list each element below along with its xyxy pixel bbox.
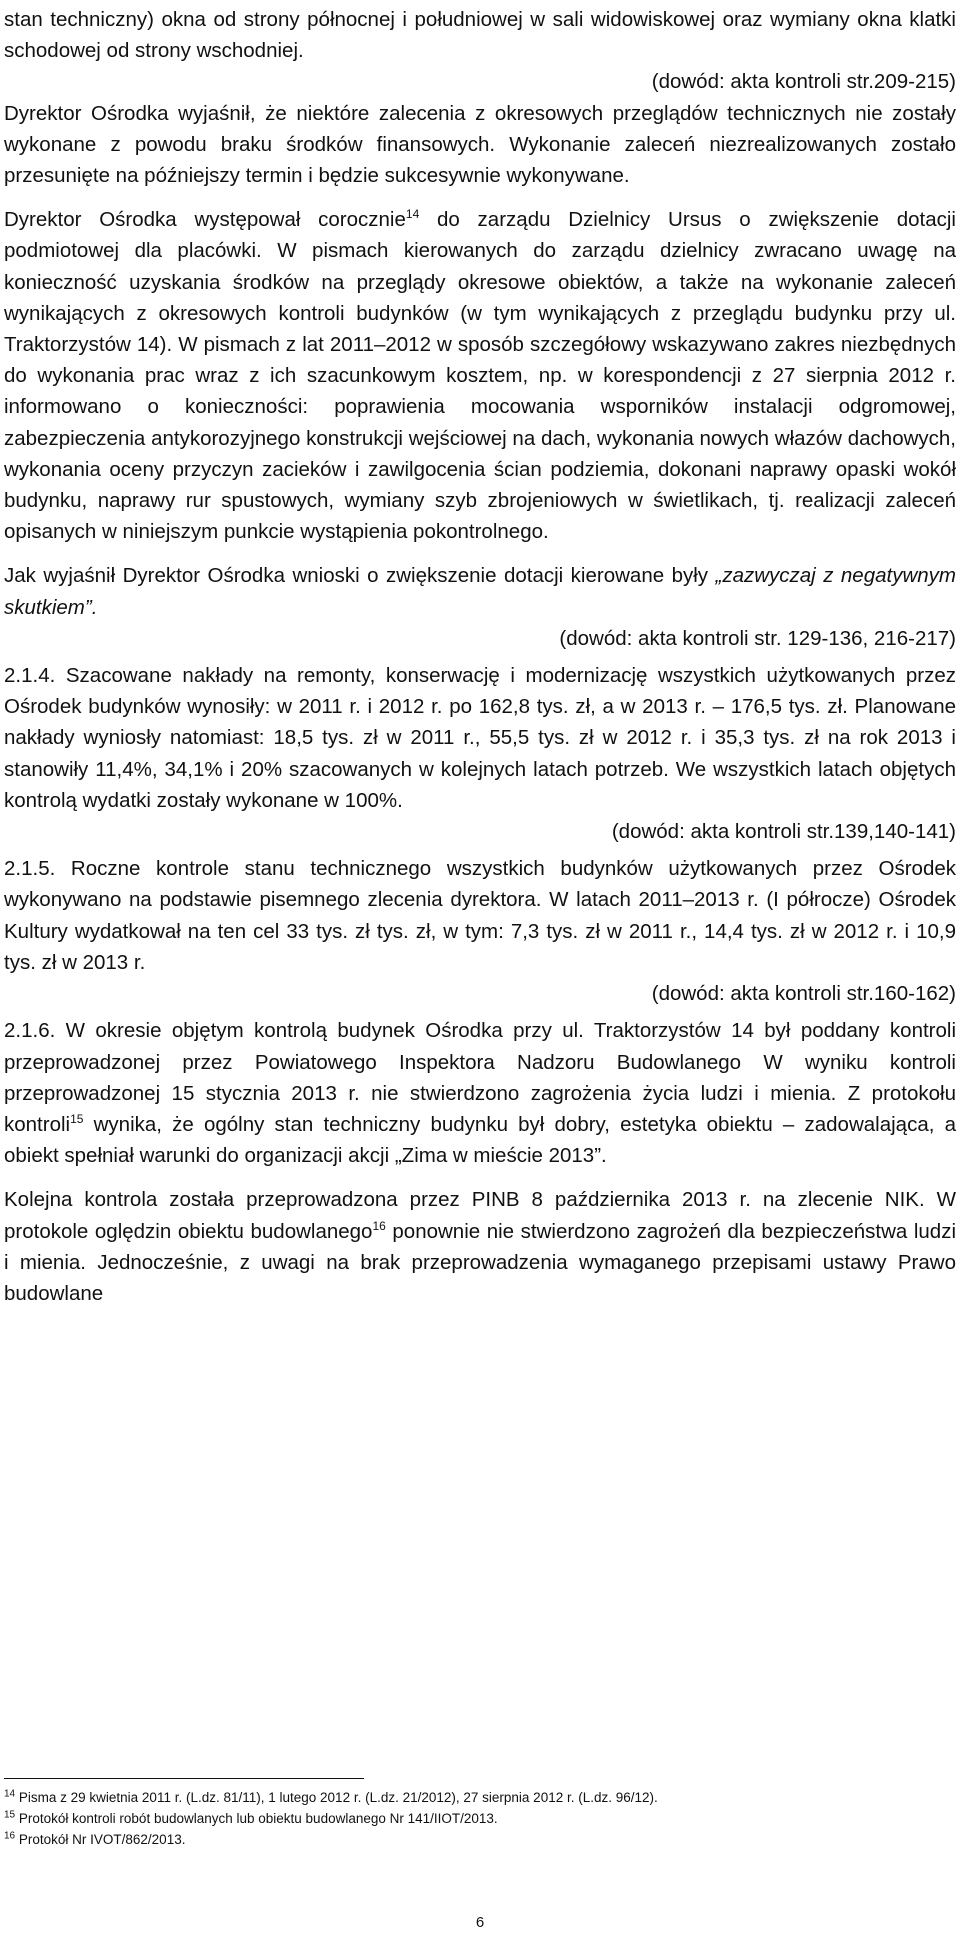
- evidence-reference: (dowód: akta kontroli str.209-215): [651, 70, 956, 94]
- paragraph-negative-outcome: [4, 560, 956, 622]
- text-span: 2.1.6. W okresie objętym kontrolą budynek Ośrodka przy ul. Traktorzystów 14 był poddany kontroli przeprowadzonej przez Powiatowego Inspektora Nadzoru Budowlanego W wyniku kontroli przeprowadzonej 15 stycznia 2013 r. nie stwierdzono zagrożenia życia ludzi i mienia. Z protokołu kontroli: [4, 1019, 956, 1136]
- footnote-text: Protokół Nr IVOT/862/2013.: [15, 1832, 186, 1847]
- text-span: ponownie nie stwierdzono zagrożeń dla bezpieczeństwa ludzi i mienia. Jednocześnie, z uwagi na brak przeprowadzenia wymaganego przepisami ustawy Prawo budowlane: [4, 1219, 956, 1305]
- evidence-reference: (dowód: akta kontroli str.160-162): [651, 982, 956, 1006]
- footnote-16: [4, 1829, 956, 1850]
- evidence-reference: (dowód: akta kontroli str. 129-136, 216-217): [559, 626, 956, 650]
- footnote-text: Pisma z 29 kwietnia 2011 r. (L.dz. 81/11), 1 lutego 2012 r. (L.dz. 21/2012), 27 sierpnia 2012 r. (L.dz. 96/12).: [15, 1790, 658, 1805]
- footnotes: [4, 1778, 956, 1850]
- footnote-number: 14: [4, 1788, 16, 1800]
- footnote-14: [4, 1787, 956, 1808]
- footnote-number: 15: [4, 1809, 16, 1821]
- body-text: [4, 4, 956, 1309]
- footnote-ref-14: 14: [405, 207, 420, 222]
- paragraph-subsidy-requests: [4, 204, 956, 547]
- footnote-text: Protokół kontroli robót budowlanych lub obiektu budowlanego Nr 141/IIOT/2013.: [15, 1811, 498, 1826]
- footnote-separator: [4, 1778, 364, 1787]
- paragraph-second-inspection: [4, 1184, 956, 1309]
- footnote-ref-15: 15: [70, 1112, 84, 1127]
- text-span: Kolejna kontrola została przeprowadzona przez PINB 8 października 2013 r. na zlecenie NIK. W protokole oględzin obiektu budowlanego: [4, 1188, 956, 1243]
- footnote-ref-16: 16: [372, 1218, 386, 1233]
- text-span: do zarządu Dzielnicy Ursus o zwiększenie dotacji podmiotowej dla placówki. W pismach kierowanych do zarządu dzielnicy zwracano uwagę na konieczność uzyskania środków na przeglądy okresowe obiektów, a także na wykonanie zaleceń wynikających z okresowych kontroli budynków (w tym wynikających z przeglądu budynku przy ul. Traktorzystów 14). W pismach z lat 2011–2012 w sposób szczegółowy wskazywano zakres niezbędnych do wykonania prac wraz z ich szacunkowym kosztem, np. w korespondencji z 27 sierpnia 2012 r. informowano o konieczności: poprawienia mocowania wsporników instalacji odgromowej, zabezpieczenia antykorozyjnego konstrukcji wejściowej na dach, wykonania nowych włazów dachowych, wykonania oceny przyczyn zacieków i zawilgocenia ścian podziemia, dokonani naprawy opaski wokół budynku, naprawy rur spustowych, wymiany szyb zbrojeniowych w świetlikach, tj. realizacji zaleceń opisanych w niniejszym punkcie wystąpienia pokontrolnego.: [4, 208, 956, 544]
- section-2-1-6: [4, 1015, 956, 1171]
- italic-quote: „zazwyczaj z negatywnym skutkiem”.: [4, 564, 956, 619]
- paragraph-window-condition: stan techniczny) okna od strony północnej i południowej w sali widowiskowej oraz wymiany okna klatki schodowej od strony wschodniej.: [4, 8, 956, 63]
- footnote-15: [4, 1808, 956, 1829]
- page-number: 6: [475, 1914, 485, 1931]
- evidence-reference: (dowód: akta kontroli str.139,140-141): [611, 820, 956, 844]
- section-2-1-5: 2.1.5. Roczne kontrole stanu technicznego wszystkich budynków użytkowanych przez Ośrodek wykonywano na podstawie pisemnego zlecenia dyrektora. W latach 2011–2013 r. (I półrocze) Ośrodek Kultury wydatkował na ten cel 33 tys. zł tys. zł, w tym: 7,3 tys. zł w 2011 r., 14,4 tys. zł w 2012 r. i 10,9 tys. zł w 2013 r.: [4, 857, 956, 974]
- paragraph-director-explanation: Dyrektor Ośrodka wyjaśnił, że niektóre zalecenia z okresowych przeglądów technicznych nie zostały wykonane z powodu braku środków finansowych. Wykonanie zaleceń niezrealizowanych zostało przesunięte na późniejszy termin i będzie sukcesywnie wykonywane.: [4, 101, 956, 188]
- footnote-number: 16: [4, 1830, 16, 1842]
- section-2-1-4: 2.1.4. Szacowane nakłady na remonty, konserwację i modernizację wszystkich użytkowanych przez Ośrodek budynków wynosiły: w 2011 r. i 2012 r. po 162,8 tys. zł, a w 2013 r. – 176,5 tys. zł. Planowane nakłady wyniosły natomiast: 18,5 tys. zł w 2011 r., 55,5 tys. zł w 2012 r. i 35,3 tys. zł na rok 2013 i stanowiły 11,4%, 34,1% i 20% szacowanych w kolejnych latach potrzeb. We wszystkich latach objętych kontrolą wydatki zostały wykonane w 100%.: [4, 664, 956, 812]
- text-span: wynika, że ogólny stan techniczny budynku był dobry, estetyka obiektu – zadowalająca, a obiekt spełniał warunki do organizacji akcji „Zima w mieście 2013”.: [4, 1112, 956, 1168]
- text-span: Dyrektor Ośrodka występował corocznie: [4, 208, 406, 232]
- text-span: Jak wyjaśnił Dyrektor Ośrodka wnioski o zwiększenie dotacji kierowane były: [4, 564, 716, 588]
